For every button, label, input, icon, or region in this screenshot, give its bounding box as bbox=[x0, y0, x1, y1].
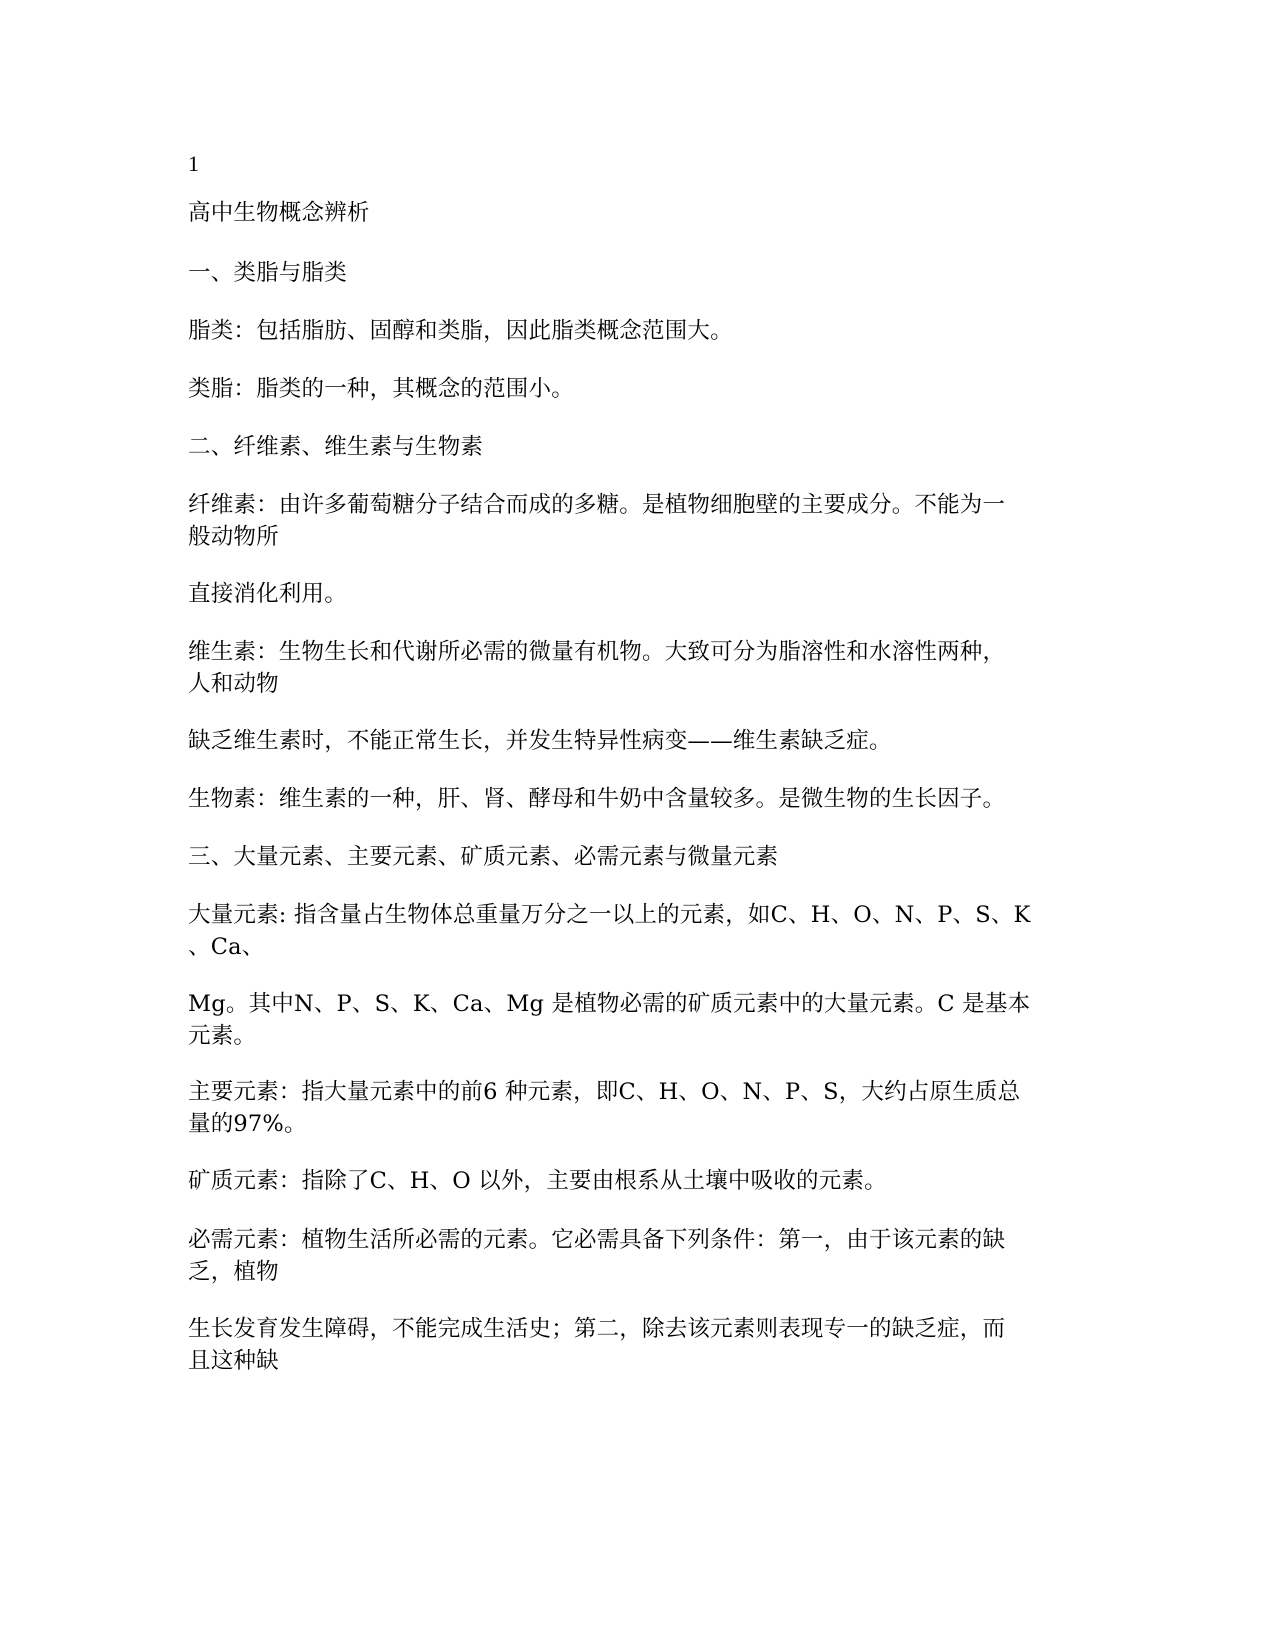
paragraph-biotin: 生物素：维生素的一种，肝、肾、酵母和牛奶中含量较多。是微生物的生长因子。 bbox=[188, 786, 1006, 812]
paragraph-cellulose bbox=[188, 489, 1088, 553]
paragraph-essential-elements-cont bbox=[188, 1313, 1088, 1377]
section-2-heading: 二、纤维素、维生素与生物素 bbox=[188, 434, 484, 460]
paragraph-line: 、Ca、 bbox=[188, 934, 265, 960]
paragraph-line: 必需元素：植物生活所必需的元素。它必需具备下列条件：第一，由于该元素的缺 bbox=[188, 1227, 1006, 1253]
paragraph-macro-elements bbox=[188, 899, 1088, 963]
paragraph-line: 乏，植物 bbox=[188, 1259, 279, 1285]
paragraph-mineral-elements: 矿质元素：指除了C、H、O 以外，主要由根系从土壤中吸收的元素。 bbox=[188, 1168, 887, 1194]
paragraph-cellulose-cont: 直接消化利用。 bbox=[188, 581, 347, 607]
paragraph-macro-elements-cont bbox=[188, 988, 1088, 1052]
paragraph-line: 般动物所 bbox=[188, 524, 279, 550]
page-number: 1 bbox=[188, 151, 199, 176]
paragraph-line: 大量元素: 指含量占生物体总重量万分之一以上的元素，如C、H、O、N、P、S、K bbox=[188, 902, 1031, 928]
paragraph-line: 且这种缺 bbox=[188, 1348, 279, 1374]
paragraph-line: 人和动物 bbox=[188, 671, 279, 697]
paragraph-line: 元素。 bbox=[188, 1023, 257, 1049]
section-3-heading: 三、大量元素、主要元素、矿质元素、必需元素与微量元素 bbox=[188, 844, 779, 870]
document-title: 高中生物概念辨析 bbox=[188, 200, 370, 226]
paragraph-line: 生长发育发生障碍，不能完成生活史；第二，除去该元素则表现专一的缺乏症，而 bbox=[188, 1316, 1006, 1342]
paragraph-lipoids: 类脂：脂类的一种，其概念的范围小。 bbox=[188, 376, 574, 402]
paragraph-line: 纤维素：由许多葡萄糖分子结合而成的多糖。是植物细胞壁的主要成分。不能为一 bbox=[188, 492, 1006, 518]
paragraph-line: 量的97%。 bbox=[188, 1111, 307, 1137]
paragraph-lipids: 脂类：包括脂肪、固醇和类脂，因此脂类概念范围大。 bbox=[188, 318, 733, 344]
paragraph-line: 维生素：生物生长和代谢所必需的微量有机物。大致可分为脂溶性和水溶性两种， bbox=[188, 639, 1006, 665]
paragraph-line: 主要元素：指大量元素中的前6 种元素，即C、H、O、N、P、S，大约占原生质总 bbox=[188, 1079, 1021, 1105]
paragraph-line: Mg。其中N、P、S、K、Ca、Mg 是植物必需的矿质元素中的大量元素。C 是基本 bbox=[188, 991, 1031, 1017]
paragraph-vitamin bbox=[188, 636, 1088, 700]
paragraph-major-elements bbox=[188, 1076, 1088, 1140]
section-1-heading: 一、类脂与脂类 bbox=[188, 260, 347, 286]
paragraph-vitamin-cont: 缺乏维生素时，不能正常生长，并发生特异性病变——维生素缺乏症。 bbox=[188, 728, 892, 754]
paragraph-essential-elements bbox=[188, 1224, 1088, 1288]
